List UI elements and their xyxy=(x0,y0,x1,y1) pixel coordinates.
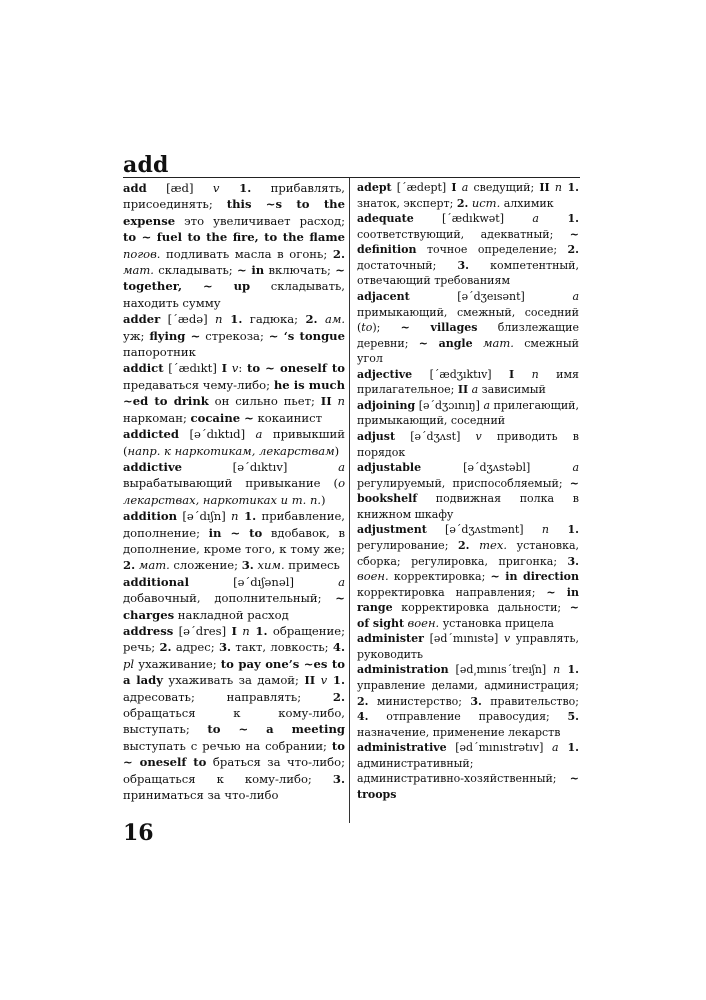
example-phrase: to ~ a meeting xyxy=(207,722,345,737)
sense-number: 2. xyxy=(123,558,136,573)
definition-text: достаточный; xyxy=(357,258,458,272)
dictionary-entry xyxy=(357,398,579,429)
sense-number: 3. xyxy=(567,554,579,568)
sense-number: 1. xyxy=(558,741,579,755)
roman-numeral: II xyxy=(539,181,550,194)
pronunciation: [ə΄dıʃn] xyxy=(177,509,232,524)
sense-number: 3. xyxy=(332,771,345,786)
roman-numeral: I xyxy=(451,181,457,194)
headword: adjustment xyxy=(357,523,427,537)
grammar-label: v xyxy=(475,430,482,443)
definition-text: административный; административно-хозяйственный; xyxy=(357,756,570,786)
definition-text: близлежащие деревни; xyxy=(357,321,579,350)
example-phrase: ~ angle xyxy=(418,336,473,350)
pronunciation: [ə΄dʒɔınıŋ] xyxy=(415,398,484,412)
grammar-label: a xyxy=(338,574,345,589)
definition-text: складывать; xyxy=(153,263,238,278)
pronunciation: [΄ædə] xyxy=(160,312,216,327)
dictionary-entry xyxy=(357,460,579,522)
example-phrase: this ~s to the expense xyxy=(123,197,345,228)
dictionary-entry xyxy=(357,631,579,662)
definition-text xyxy=(318,312,325,326)
definition-text: примыкающий, смежный, соседний ( xyxy=(357,305,579,335)
definition-text: корректировка направления; xyxy=(357,585,547,599)
definition-text: он сильно пьет; xyxy=(208,394,321,409)
definition-text: включать; xyxy=(264,263,336,278)
definition-text: ) xyxy=(334,443,340,458)
usage-label: мат. xyxy=(123,263,154,278)
definition-text: установка, сборка; регулировка, пригонка; xyxy=(357,538,579,568)
definition-text: обращаться к кому-либо, выступать; xyxy=(123,706,345,737)
dictionary-entry xyxy=(123,360,345,426)
sense-number: 4. xyxy=(332,640,345,655)
headword: add xyxy=(123,181,147,195)
definition-text: ) xyxy=(321,492,326,507)
example-phrase: ~ together, ~ up xyxy=(123,263,345,294)
example-phrase: to ~ oneself to xyxy=(247,361,346,376)
definition-text: : xyxy=(238,361,247,376)
definition-text: ухаживание; xyxy=(134,656,221,671)
dictionary-entry xyxy=(357,180,579,211)
definition-text: обращение; речь; xyxy=(123,623,346,655)
grammar-label: a xyxy=(461,181,469,194)
pronunciation: [ə΄dıʃənəl] xyxy=(188,574,339,589)
sense-number: 2. xyxy=(159,640,172,655)
definition-text: точное определение; xyxy=(416,243,568,257)
sense-number: 2. xyxy=(456,196,469,210)
pronunciation: [əd͵mınıs΄treıʃn] xyxy=(448,663,554,677)
header-rule xyxy=(123,177,580,178)
running-head: add xyxy=(123,152,169,178)
headword: adjoining xyxy=(357,398,416,412)
pronunciation: [΄ædʒıktıv] xyxy=(412,367,510,381)
dictionary-entry xyxy=(123,574,345,623)
roman-numeral: II xyxy=(320,394,332,409)
headword: adjust xyxy=(357,430,396,443)
sense-number: 1. xyxy=(560,663,579,677)
usage-label: ист. xyxy=(471,195,501,210)
roman-numeral: I xyxy=(509,367,515,381)
definition-text: вырабатывающий привыкание ( xyxy=(123,476,339,491)
definition-text: прибавление, дополнение; xyxy=(123,509,345,540)
definition-text: управление делами, администрация; xyxy=(357,679,579,692)
sense-number: 5. xyxy=(567,710,579,724)
sense-number: 1. xyxy=(548,523,579,537)
definition-text: папоротник xyxy=(123,345,196,360)
headword: adequate xyxy=(357,212,414,226)
usage-label: о лекарствах, наркотиках и т. п. xyxy=(123,476,345,507)
headword: adjective xyxy=(357,367,413,381)
sense-number: 3. xyxy=(457,258,469,272)
sense-number: 3. xyxy=(241,558,254,573)
dictionary-entry xyxy=(357,740,579,802)
grammar-label: n xyxy=(231,509,239,524)
grammar-label: v xyxy=(320,673,328,688)
roman-numeral: I xyxy=(231,623,237,638)
headword: addition xyxy=(123,509,178,524)
dictionary-entry xyxy=(123,426,345,459)
example-phrase: ~ in range xyxy=(357,585,579,615)
dictionary-entry xyxy=(123,311,345,360)
headword: addictive xyxy=(123,459,183,474)
definition-text xyxy=(470,539,480,552)
grammar-label: v xyxy=(231,361,239,376)
pronunciation: [΄ædıkwət] xyxy=(413,212,533,226)
example-phrase: ~ in direction xyxy=(490,570,580,584)
usage-label: погов. xyxy=(123,246,161,261)
example-phrase: he is much ~ed to drink xyxy=(123,377,345,409)
definition-text xyxy=(473,337,483,350)
grammar-label: a xyxy=(532,212,539,226)
definition-text: сведущий; xyxy=(468,181,540,194)
grammar-label: a xyxy=(338,459,345,474)
definition-text: ); xyxy=(372,321,401,335)
grammar-label: a xyxy=(471,383,479,397)
grammar-label: n xyxy=(554,181,562,194)
grammar-label: n xyxy=(242,623,250,638)
definition-text: адрес; xyxy=(171,640,219,655)
grammar-label: a xyxy=(572,461,579,475)
definition-text: примесь xyxy=(284,558,340,573)
grammar-label: n xyxy=(541,523,549,537)
grammar-label: v xyxy=(504,632,511,646)
usage-label: напр. к наркотикам, лекарствам xyxy=(127,443,335,458)
definition-text xyxy=(514,368,531,381)
definition-text: соответствующий, адекватный; xyxy=(357,227,570,241)
definition-text: предаваться чему-либо; xyxy=(123,377,274,392)
roman-numeral: II xyxy=(457,383,469,397)
definition-text: приниматься за что-либо xyxy=(123,788,279,803)
example-phrase: ~ of sight xyxy=(357,601,579,630)
dictionary-entry xyxy=(357,662,579,740)
pronunciation: [ə΄dres] xyxy=(173,623,232,638)
definition-text: адресовать; направлять; xyxy=(123,689,333,704)
definition-text: корректировка дальности; xyxy=(392,601,570,615)
definition-text: кокаинист xyxy=(253,410,323,425)
definition-text: выступать с речью на собрании; xyxy=(123,738,332,753)
pronunciation: [ə΄dıktıd] xyxy=(179,427,256,442)
headword: adder xyxy=(123,312,161,327)
sense-number: 1. xyxy=(219,181,252,195)
example-phrase: ~ charges xyxy=(123,591,345,622)
sense-number: 1. xyxy=(538,212,579,226)
dictionary-entry xyxy=(357,367,579,398)
pronunciation: [əd΄mınıstrətıv] xyxy=(446,741,553,755)
sense-number: 2. xyxy=(305,312,318,327)
dictionary-entry xyxy=(357,289,579,367)
sense-number: 2. xyxy=(332,689,345,704)
grammar-label: to xyxy=(361,321,373,335)
sense-number: 1. xyxy=(222,312,243,327)
example-phrase: ~ villages xyxy=(400,321,478,335)
sense-number: 2. xyxy=(357,694,369,708)
dictionary-entry xyxy=(123,459,345,508)
sense-number: 1. xyxy=(561,181,579,194)
pronunciation: [ə΄dʒʌst] xyxy=(395,430,476,443)
definition-text: это увеличивает расход; xyxy=(175,213,345,228)
dictionary-entry xyxy=(123,508,345,574)
example-phrase: to ~ fuel to the fire, to the flame xyxy=(123,230,345,245)
grammar-label: a xyxy=(552,741,559,755)
grammar-label: a xyxy=(483,398,490,412)
sense-number: 1. xyxy=(249,623,268,638)
example-phrase: ~ in xyxy=(237,263,265,278)
definition-text: алхимик xyxy=(500,196,554,210)
definition-text: ухаживать за дамой; xyxy=(163,673,305,688)
grammar-label: n xyxy=(553,663,561,677)
dictionary-entry xyxy=(357,211,579,289)
headword: adjacent xyxy=(357,289,410,303)
definition-text: зависимый xyxy=(478,383,546,397)
definition-text: отправление правосудия; xyxy=(368,710,568,724)
definition-text: подливать масла в огонь; xyxy=(160,246,333,261)
pronunciation: [΄ædıkt] xyxy=(163,361,222,376)
sense-number: 1. xyxy=(327,673,346,688)
definition-text: установка прицела xyxy=(439,616,554,630)
example-phrase: cocaine ~ xyxy=(190,410,254,425)
grammar-label: n xyxy=(531,367,539,381)
dictionary-entry xyxy=(123,180,345,311)
definition-text: сложение; xyxy=(169,558,242,573)
right-column xyxy=(357,180,579,803)
headword: administration xyxy=(357,663,449,677)
definition-text: смежный угол xyxy=(357,336,579,366)
page-number: 16 xyxy=(123,820,154,846)
grammar-label: n xyxy=(337,394,345,409)
definition-text: гадюка; xyxy=(242,312,306,327)
definition-text: назначение, применение лекарств xyxy=(357,725,561,739)
definition-text: управлять, руководить xyxy=(357,632,579,661)
sense-number: 2. xyxy=(332,246,345,261)
example-phrase: ~ bookshelf xyxy=(357,476,579,506)
usage-label: мат. xyxy=(138,558,170,573)
definition-text: наркоман; xyxy=(123,410,191,425)
definition-text: вдобавок, в дополнение, кроме того, к тому же; xyxy=(123,525,346,556)
definition-text: правительство; xyxy=(481,694,579,708)
example-phrase: ~ definition xyxy=(357,227,579,257)
usage-label: хим. xyxy=(257,558,285,573)
example-phrase: to ~ oneself to xyxy=(123,738,345,770)
grammar-label: a xyxy=(572,289,579,303)
grammar-label: a xyxy=(255,427,263,442)
grammar-label: pl xyxy=(123,656,135,671)
sense-number: 4. xyxy=(357,710,369,724)
headword: address xyxy=(123,623,174,638)
definition-text: добавочный, дополнительный; xyxy=(123,591,336,606)
definition-text: регулирование; xyxy=(357,538,459,552)
pronunciation: [ə΄dıktıv] xyxy=(182,459,339,474)
roman-numeral: II xyxy=(304,673,316,688)
grammar-label: n xyxy=(215,312,223,327)
left-column xyxy=(123,180,345,803)
definition-text: компетентный, отвечающий требованиям xyxy=(357,258,579,288)
definition-text: привыкший ( xyxy=(123,427,345,458)
usage-label: тех. xyxy=(479,537,508,552)
definition-text: имя прилагательное; xyxy=(357,367,579,397)
dictionary-entry xyxy=(123,623,345,803)
definition-text: прибавлять, присоединять; xyxy=(123,181,345,212)
example-phrase: flying ~ xyxy=(149,328,201,343)
pronunciation: [əd΄mınıstə] xyxy=(423,632,504,646)
definition-text: браться за что-либо; обращаться к кому-либо; xyxy=(123,755,345,786)
headword: adjustable xyxy=(357,461,422,475)
definition-text: такт, ловкость; xyxy=(231,640,333,655)
example-phrase: to pay one’s ~es to a lady xyxy=(123,656,345,688)
pronunciation: [΄ædept] xyxy=(391,181,452,194)
definition-text: корректировка; xyxy=(388,570,491,584)
headword: administrative xyxy=(357,741,447,755)
headword: administer xyxy=(357,632,424,646)
usage-label: ам. xyxy=(324,312,346,327)
headword: additional xyxy=(123,574,189,589)
definition-text: уж; xyxy=(123,328,150,343)
sense-number: 3. xyxy=(470,694,482,708)
definition-text: стрекоза; xyxy=(200,328,269,343)
sense-number: 3. xyxy=(218,640,232,655)
headword: addict xyxy=(123,361,164,376)
usage-label: воен. xyxy=(357,569,389,584)
definition-text: министерство; xyxy=(368,694,471,708)
pronunciation: [æd] xyxy=(146,181,213,195)
sense-number: 2. xyxy=(567,243,579,257)
pronunciation: [ə΄dʒeısənt] xyxy=(409,289,573,303)
definition-text: регулируемый, приспособляемый; xyxy=(357,476,570,490)
definition-text: приводить в порядок xyxy=(357,430,579,459)
definition-text: прилегающий, примыкающий, соседний xyxy=(357,398,580,428)
pronunciation: [ə΄dʒʌstmənt] xyxy=(426,523,542,537)
dictionary-entry xyxy=(357,522,579,631)
definition-text: подвижная полка в книжном шкафу xyxy=(357,492,579,521)
headword: addicted xyxy=(123,427,180,442)
column-divider xyxy=(349,178,350,823)
pronunciation: [ə΄dʒʌstəbl] xyxy=(421,461,573,475)
usage-label: мат. xyxy=(482,335,514,350)
sense-number: 1. xyxy=(238,509,257,524)
grammar-label: v xyxy=(212,181,220,195)
definition-text: знаток, эксперт; xyxy=(357,196,457,210)
headword: adept xyxy=(357,181,392,194)
definition-text: накладной расход xyxy=(174,607,289,622)
usage-label: воен. xyxy=(407,615,440,630)
roman-numeral: I xyxy=(221,361,228,376)
dictionary-entry xyxy=(357,429,579,460)
example-phrase: in ~ to xyxy=(208,525,263,540)
sense-number: 2. xyxy=(458,538,470,552)
definition-text: складывать, находить сумму xyxy=(123,279,345,310)
example-phrase: ~ troops xyxy=(357,772,579,801)
example-phrase: ~ ‘s tongue xyxy=(268,328,345,343)
